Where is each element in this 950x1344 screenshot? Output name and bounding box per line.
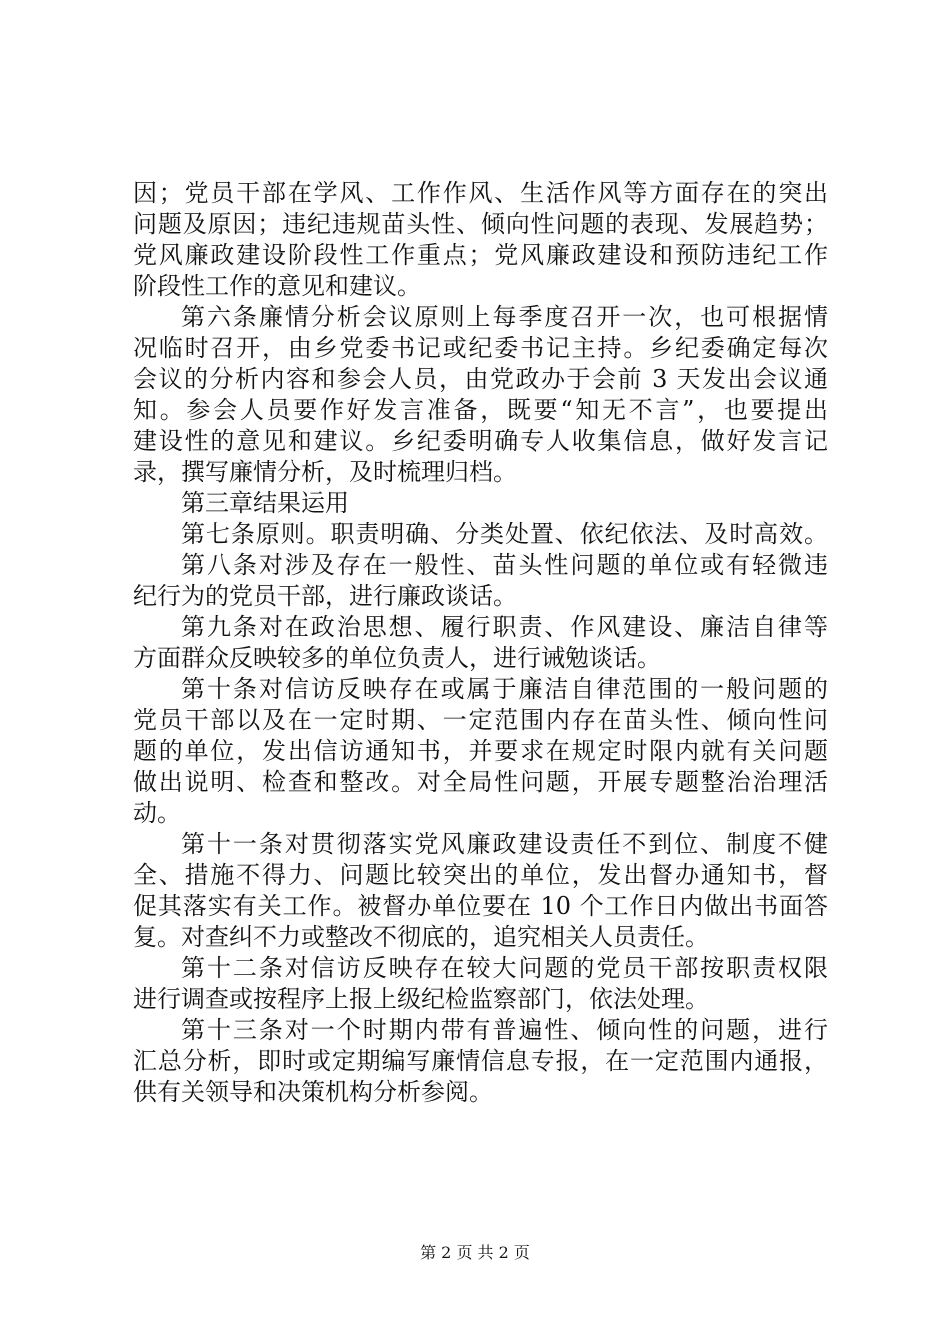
text-line: 供有关领导和决策机构分析参阅。 — [133, 1078, 493, 1106]
text-line: 汇总分析，即时或定期编写廉情信息专报，在一定范围内通报， — [133, 1047, 828, 1075]
text-line: 况临时召开，由乡党委书记或纪委书记主持。乡纪委确定每次 — [133, 334, 828, 362]
text-line: 建设性的意见和建议。乡纪委明确专人收集信息，做好发言记 — [133, 427, 828, 455]
page-footer: 第 2 页 共 2 页 — [420, 1243, 530, 1262]
text-line: 动。 — [133, 799, 181, 827]
text-line: 第八条对涉及存在一般性、苗头性问题的单位或有轻微违 — [181, 551, 828, 579]
text-line: 第十条对信访反映存在或属于廉洁自律范围的一般问题的 — [181, 675, 828, 703]
text-line: 第三章结果运用 — [181, 489, 349, 517]
text-line: 方面群众反映较多的单位负责人，进行诫勉谈话。 — [133, 644, 661, 672]
text-line: 进行调查或按程序上报上级纪检监察部门，依法处理。 — [133, 985, 709, 1013]
text-line: 第十三条对一个时期内带有普遍性、倾向性的问题，进行 — [181, 1016, 828, 1044]
text-line: 阶段性工作的意见和建议。 — [133, 272, 421, 300]
text-line: 党员干部以及在一定时期、一定范围内存在苗头性、倾向性问 — [133, 706, 828, 734]
text-line: 第十一条对贯彻落实党风廉政建设责任不到位、制度不健 — [181, 830, 828, 858]
text-line: 第九条对在政治思想、履行职责、作风建设、廉洁自律等 — [181, 613, 828, 641]
text-line: 知。参会人员要作好发言准备，既要“知无不言”，也要提出 — [133, 396, 828, 424]
text-line: 会议的分析内容和参会人员，由党政办于会前 3 天发出会议通 — [133, 365, 828, 393]
text-line: 因；党员干部在学风、工作作风、生活作风等方面存在的突出 — [133, 179, 828, 207]
text-line: 第七条原则。职责明确、分类处置、依纪依法、及时高效。 — [181, 520, 828, 548]
text-line: 录，撰写廉情分析，及时梳理归档。 — [133, 458, 517, 486]
text-line: 全、措施不得力、问题比较突出的单位，发出督办通知书，督 — [133, 861, 828, 889]
text-line: 第六条廉情分析会议原则上每季度召开一次，也可根据情 — [181, 303, 828, 331]
text-line: 问题及原因；违纪违规苗头性、倾向性问题的表现、发展趋势； — [133, 210, 828, 238]
text-line: 党风廉政建设阶段性工作重点；党风廉政建设和预防违纪工作 — [133, 241, 828, 269]
text-line: 促其落实有关工作。被督办单位要在 10 个工作日内做出书面答 — [133, 892, 828, 920]
text-line: 第十二条对信访反映存在较大问题的党员干部按职责权限 — [181, 954, 828, 982]
text-line: 纪行为的党员干部，进行廉政谈话。 — [133, 582, 517, 610]
text-line: 题的单位，发出信访通知书，并要求在规定时限内就有关问题 — [133, 737, 828, 765]
document-body — [133, 178, 828, 1108]
text-line: 做出说明、检查和整改。对全局性问题，开展专题整治治理活 — [133, 768, 828, 796]
text-line: 复。对查纠不力或整改不彻底的，追究相关人员责任。 — [133, 923, 709, 951]
